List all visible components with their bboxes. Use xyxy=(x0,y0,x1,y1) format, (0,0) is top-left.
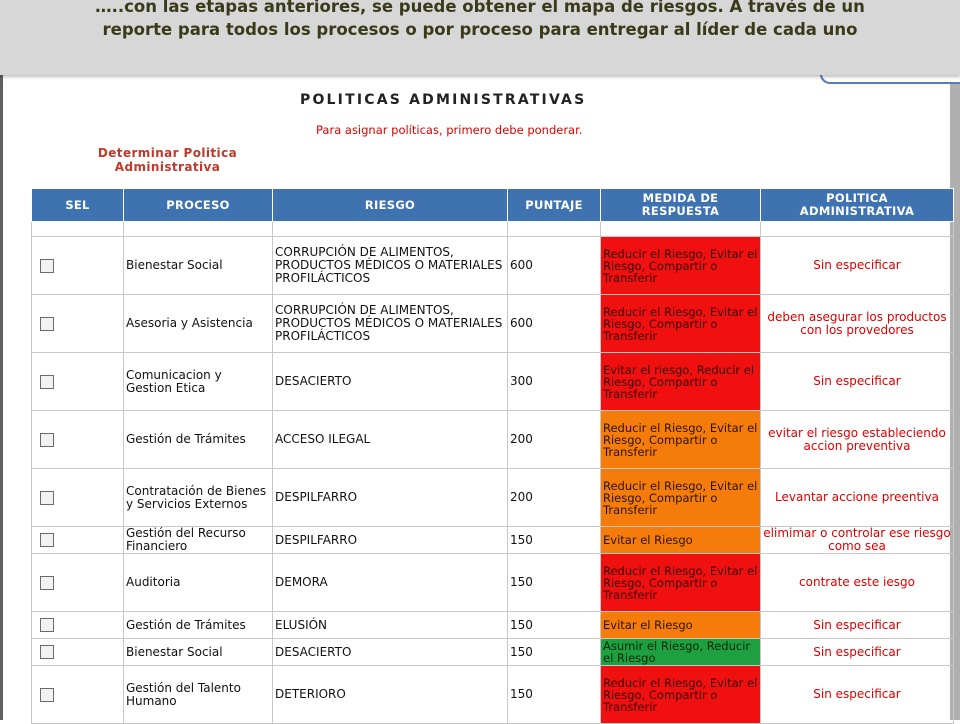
riesgo-cell: DESACIERTO xyxy=(273,353,508,411)
header-politica-l2: ADMINISTRATIVA xyxy=(799,204,915,218)
politica-cell[interactable]: evitar el riesgo estableciendo accion preventiva xyxy=(761,411,954,469)
puntaje-cell: 150 xyxy=(508,554,601,612)
caption-line-1: …..con las etapas anteriores, se puede obtener el mapa de riesgos. A través de un xyxy=(95,0,865,16)
medida-cell: Evitar el riesgo, Reducir el Riesgo, Compartir o Transferir xyxy=(601,353,761,411)
politica-cell[interactable]: elimimar o controlar ese riesgo como sea xyxy=(761,527,954,554)
politica-cell[interactable]: deben asegurar los productos con los provedores xyxy=(761,295,954,353)
politica-cell[interactable]: Sin especificar xyxy=(761,666,954,724)
table-row xyxy=(32,639,954,666)
table-row xyxy=(32,666,954,724)
riesgo-cell: CORRUPCIÓN DE ALIMENTOS, PRODUCTOS MÉDICOS O MATERIALES PROFILÁCTICOS xyxy=(273,295,508,353)
row-checkbox[interactable] xyxy=(40,533,54,547)
header-politica-l1: POLITICA xyxy=(826,191,888,205)
sel-cell xyxy=(32,554,124,612)
puntaje-cell: 150 xyxy=(508,527,601,554)
proceso-cell: Contratación de Bienes y Servicios Externos xyxy=(124,469,273,527)
sel-cell xyxy=(32,411,124,469)
row-checkbox[interactable] xyxy=(40,375,54,389)
caption-banner xyxy=(0,0,960,75)
row-checkbox[interactable] xyxy=(40,645,54,659)
row-checkbox[interactable] xyxy=(40,576,54,590)
header-proceso: PROCESO xyxy=(124,189,273,222)
proceso-cell: Bienestar Social xyxy=(124,237,273,295)
riesgo-cell: DETERIORO xyxy=(273,666,508,724)
sel-cell xyxy=(32,639,124,666)
puntaje-cell: 200 xyxy=(508,411,601,469)
row-checkbox[interactable] xyxy=(40,433,54,447)
riesgo-cell: DESPILFARRO xyxy=(273,527,508,554)
politica-cell[interactable]: Sin especificar xyxy=(761,612,954,639)
proceso-cell: Bienestar Social xyxy=(124,639,273,666)
header-medida-l1: MEDIDA DE xyxy=(642,191,719,205)
header-sel: SEL xyxy=(32,189,124,222)
caption-line-2: reporte para todos los procesos o por proceso para entregar al líder de cada uno xyxy=(102,20,858,39)
table-row xyxy=(32,612,954,639)
table-row xyxy=(32,527,954,554)
table-row xyxy=(32,353,954,411)
riesgo-cell: ELUSIÓN xyxy=(273,612,508,639)
row-checkbox[interactable] xyxy=(40,317,54,331)
proceso-cell: Gestión de Trámites xyxy=(124,612,273,639)
page-title: POLITICAS ADMINISTRATIVAS xyxy=(300,92,587,108)
puntaje-cell: 600 xyxy=(508,295,601,353)
medida-cell: Reducir el Riesgo, Evitar el Riesgo, Compartir o Transferir xyxy=(601,411,761,469)
puntaje-cell: 300 xyxy=(508,353,601,411)
puntaje-cell: 200 xyxy=(508,469,601,527)
medida-cell: Evitar el Riesgo xyxy=(601,612,761,639)
medida-cell: Evitar el Riesgo xyxy=(601,527,761,554)
table-row xyxy=(32,469,954,527)
header-politica xyxy=(761,189,954,222)
sel-cell xyxy=(32,295,124,353)
medida-cell: Asumir el Riesgo, Reducir el Riesgo xyxy=(601,639,761,666)
riesgo-cell: DESPILFARRO xyxy=(273,469,508,527)
table-row xyxy=(32,554,954,612)
determinar-politica-link[interactable] xyxy=(70,146,265,174)
riesgo-cell: DESACIERTO xyxy=(273,639,508,666)
side-link-line-2: Administrativa xyxy=(114,160,221,174)
sel-cell xyxy=(32,353,124,411)
medida-cell: Reducir el Riesgo, Evitar el Riesgo, Compartir o Transferir xyxy=(601,295,761,353)
riesgo-cell: CORRUPCIÓN DE ALIMENTOS, PRODUCTOS MÉDICOS O MATERIALES PROFILÁCTICOS xyxy=(273,237,508,295)
row-checkbox[interactable] xyxy=(40,688,54,702)
row-checkbox[interactable] xyxy=(40,618,54,632)
politica-cell[interactable]: contrate este iesgo xyxy=(761,554,954,612)
sel-cell xyxy=(32,527,124,554)
medida-cell: Reducir el Riesgo, Evitar el Riesgo, Compartir o Transferir xyxy=(601,237,761,295)
sel-cell xyxy=(32,469,124,527)
medida-cell: Reducir el Riesgo, Evitar el Riesgo, Compartir o Transferir xyxy=(601,554,761,612)
table-row xyxy=(32,237,954,295)
politica-cell[interactable]: Sin especificar xyxy=(761,639,954,666)
proceso-cell: Gestión del Talento Humano xyxy=(124,666,273,724)
header-medida-l2: RESPUESTA xyxy=(641,204,720,218)
table-header-row xyxy=(32,189,954,222)
politica-cell[interactable]: Levantar accione preentiva xyxy=(761,469,954,527)
medida-cell: Reducir el Riesgo, Evitar el Riesgo, Compartir o Transferir xyxy=(601,469,761,527)
puntaje-cell: 150 xyxy=(508,666,601,724)
proceso-cell: Auditoria xyxy=(124,554,273,612)
politica-cell[interactable]: Sin especificar xyxy=(761,353,954,411)
medida-cell: Reducir el Riesgo, Evitar el Riesgo, Compartir o Transferir xyxy=(601,666,761,724)
row-checkbox[interactable] xyxy=(40,491,54,505)
sel-cell xyxy=(32,237,124,295)
puntaje-cell: 600 xyxy=(508,237,601,295)
header-puntaje: PUNTAJE xyxy=(508,189,601,222)
riesgo-cell: ACCESO ILEGAL xyxy=(273,411,508,469)
spacer-row xyxy=(32,222,954,237)
policies-table xyxy=(31,188,954,724)
header-medida xyxy=(601,189,761,222)
ponder-notice: Para asignar políticas, primero debe ponderar. xyxy=(316,123,583,137)
proceso-cell: Comunicacion y Gestion Etica xyxy=(124,353,273,411)
table-row xyxy=(32,411,954,469)
header-riesgo: RIESGO xyxy=(273,189,508,222)
riesgo-cell: DEMORA xyxy=(273,554,508,612)
side-link-line-1: Determinar Politica xyxy=(97,146,238,160)
table-row xyxy=(32,295,954,353)
window-frame-left xyxy=(0,75,3,720)
proceso-cell: Asesoria y Asistencia xyxy=(124,295,273,353)
sel-cell xyxy=(32,612,124,639)
sel-cell xyxy=(32,666,124,724)
proceso-cell: Gestión del Recurso Financiero xyxy=(124,527,273,554)
proceso-cell: Gestión de Trámites xyxy=(124,411,273,469)
politica-cell[interactable]: Sin especificar xyxy=(761,237,954,295)
puntaje-cell: 150 xyxy=(508,612,601,639)
puntaje-cell: 150 xyxy=(508,639,601,666)
row-checkbox[interactable] xyxy=(40,259,54,273)
caption-text xyxy=(0,0,960,41)
